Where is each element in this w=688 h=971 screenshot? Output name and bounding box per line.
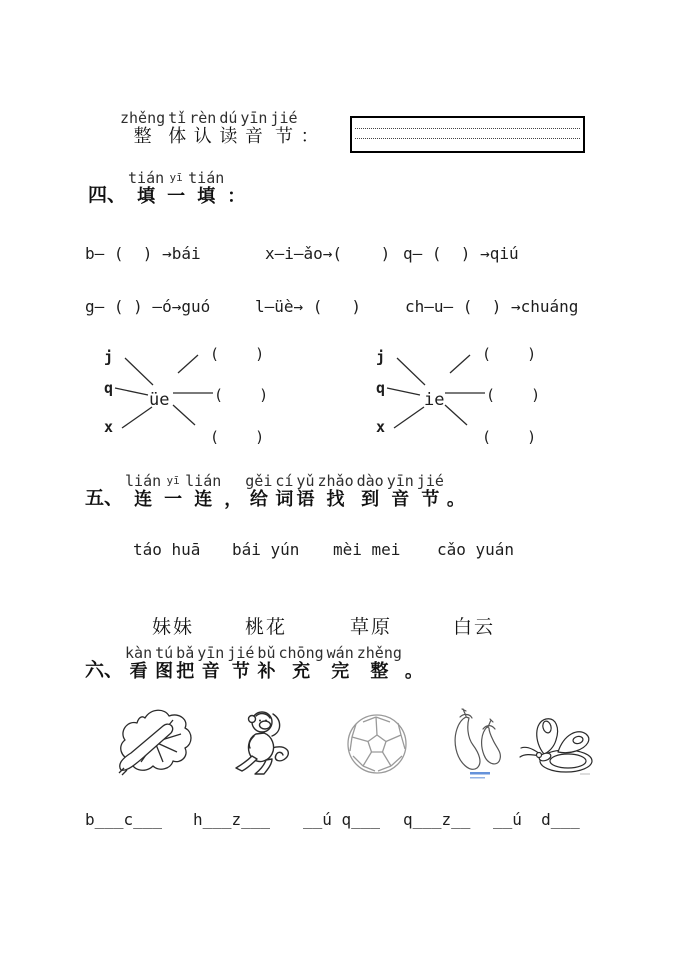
ruby-hanzi: 整 — [370, 661, 389, 681]
ruby-hanzi: 读 — [219, 126, 238, 146]
ruby-hanzi: 节 — [421, 489, 440, 509]
answer-parens: ( ) — [482, 428, 537, 446]
ruby-pinyin: yǔ — [296, 472, 315, 490]
fill-item: l—üè→ ( ) — [255, 297, 361, 316]
diagram-center-final: üe — [149, 390, 170, 410]
syllable-blank: q___z__ — [403, 810, 471, 829]
ruby-pair — [197, 645, 224, 682]
ruby-pinyin: chōng — [278, 644, 324, 662]
ruby-hanzi: 认 — [193, 126, 212, 146]
pinyin-word: mèi mei — [333, 540, 401, 559]
answer-parens: ( ) — [210, 428, 265, 446]
ruby-pair — [219, 110, 237, 147]
ruby-hanzi: ， — [224, 489, 243, 509]
ruby-pair — [125, 473, 161, 510]
monkey-picture — [226, 708, 298, 780]
diagram-letter: j — [104, 348, 114, 366]
hanzi-word: 桃花 — [245, 617, 288, 638]
section5-number: 五、 — [85, 488, 124, 509]
ruby-pinyin: zhěng — [356, 644, 402, 662]
ruby-pinyin: dào — [356, 472, 384, 490]
ruby-hanzi: 补 — [257, 661, 276, 681]
answer-parens: ( ) — [486, 386, 541, 404]
ruby-hanzi: 填 — [197, 186, 216, 206]
ruby-pinyin: jié — [227, 644, 255, 662]
pinyin-word: táo huā — [133, 540, 201, 559]
ruby-pinyin: gěi — [245, 472, 273, 490]
ruby-hanzi: 一 — [167, 186, 186, 206]
fill-item: b— ( ) →bái — [85, 244, 201, 263]
ruby-pair — [167, 170, 185, 207]
ruby-hanzi: 节 — [275, 126, 294, 146]
ruby-pair — [188, 170, 224, 207]
whole-syllable-heading — [120, 110, 319, 147]
hanzi-words-row — [152, 617, 632, 641]
ruby-hanzi: 填 — [137, 186, 156, 206]
writing-dotted-line — [355, 138, 580, 139]
ruby-hanzi: 连 — [134, 489, 153, 509]
fill-row-2 — [85, 297, 645, 319]
answer-parens: ( ) — [482, 345, 537, 363]
ruby-pinyin: lián — [185, 472, 222, 490]
ruby-pinyin: yī — [169, 171, 183, 184]
ruby-pair — [227, 645, 254, 682]
pinyin-word: bái yún — [232, 540, 300, 559]
ruby-pair — [176, 645, 194, 682]
ruby-hanzi: 音 — [391, 489, 410, 509]
ruby-pinyin: bǎ — [176, 644, 195, 662]
hanzi-word: 白云 — [453, 617, 496, 638]
writing-dotted-line — [355, 128, 580, 129]
section4-heading — [88, 170, 245, 207]
watermark — [470, 772, 490, 775]
ruby-pair — [275, 473, 293, 510]
ruby-pair — [224, 473, 242, 510]
fill-item: ch—u— ( ) →chuáng — [405, 297, 579, 316]
ruby-pair — [357, 645, 402, 682]
ruby-pair — [164, 473, 182, 510]
syllable-blank: __ú d___ — [493, 810, 580, 829]
ruby-pair — [227, 170, 245, 207]
ruby-pair — [317, 473, 353, 510]
ruby-pinyin: kàn — [125, 644, 153, 662]
ruby-hanzi: 体 — [168, 126, 187, 146]
whole-syllable-ruby — [120, 110, 319, 147]
diagram-letter: q — [376, 379, 386, 397]
connect-diagram-ue — [98, 338, 273, 456]
ruby-pair — [417, 473, 444, 510]
ruby-pair — [245, 473, 272, 510]
fill-item: x—i—ǎo→( ) — [265, 244, 391, 263]
ruby-hanzi: 音 — [201, 661, 220, 681]
pinyin-word: cǎo yuán — [437, 540, 515, 559]
fill-item: q— ( ) →qiú — [403, 244, 519, 263]
butterfly-picture — [518, 714, 596, 778]
ruby-pinyin: cí — [275, 472, 294, 490]
ruby-pinyin: bǔ — [257, 644, 276, 662]
ruby-pair — [278, 645, 323, 682]
section6-heading — [85, 645, 423, 682]
ruby-pair — [270, 110, 297, 147]
ruby-pinyin: rèn — [189, 109, 217, 127]
syllable-blank: b___c___ — [85, 810, 163, 829]
section4-title-ruby — [128, 170, 245, 207]
ruby-pair — [301, 110, 319, 147]
ruby-hanzi: 音 — [244, 126, 263, 146]
ruby-pair — [327, 645, 354, 682]
writing-lines-box — [350, 116, 585, 153]
ruby-pinyin: jié — [270, 109, 298, 127]
section6-number: 六、 — [85, 660, 124, 681]
ruby-pinyin: jié — [416, 472, 444, 490]
ruby-hanzi: 找 — [326, 489, 345, 509]
ruby-hanzi: 。 — [446, 489, 465, 509]
ruby-pinyin: tú — [155, 644, 174, 662]
diagram-letter: j — [376, 348, 386, 366]
ruby-pinyin: wán — [326, 644, 354, 662]
ruby-hanzi: 看 — [129, 661, 148, 681]
ruby-hanzi: 把 — [176, 661, 195, 681]
ruby-hanzi: 词 — [275, 489, 294, 509]
ruby-pair — [257, 645, 275, 682]
ruby-pinyin: tián — [188, 169, 225, 187]
ruby-pair — [357, 473, 384, 510]
soccer-ball-picture — [345, 712, 409, 776]
ruby-hanzi: 整 — [133, 126, 152, 146]
ruby-pair — [168, 110, 186, 147]
diagram-letter: x — [376, 418, 386, 436]
ruby-hanzi: 图 — [155, 661, 174, 681]
ruby-pair — [240, 110, 267, 147]
ruby-pair — [447, 473, 465, 510]
answer-parens: ( ) — [214, 386, 269, 404]
ruby-hanzi: 语 — [296, 489, 315, 509]
ruby-hanzi: 充 — [292, 661, 311, 681]
answer-parens: ( ) — [210, 345, 265, 363]
ruby-pair — [185, 473, 221, 510]
ruby-pair — [387, 473, 414, 510]
watermark — [470, 777, 485, 779]
ruby-hanzi: 到 — [361, 489, 380, 509]
ruby-pinyin: tián — [128, 169, 165, 187]
ruby-pair — [155, 645, 173, 682]
section4-number: 四、 — [88, 185, 127, 206]
section6-title-ruby — [125, 645, 423, 682]
ruby-pinyin: tǐ — [168, 109, 187, 127]
ruby-hanzi: ： — [300, 126, 319, 146]
ruby-hanzi: 完 — [331, 661, 350, 681]
section5-heading — [85, 473, 465, 510]
ruby-pinyin: zhěng — [120, 109, 166, 127]
connect-diagram-ie — [370, 338, 545, 456]
diagram-letter: x — [104, 418, 114, 436]
ruby-hanzi: 给 — [249, 489, 268, 509]
ruby-pinyin: yīn — [240, 109, 268, 127]
bok-choy-picture — [115, 706, 195, 784]
section5-title-ruby — [125, 473, 465, 510]
diagram-center-final: ie — [424, 390, 445, 410]
ruby-pinyin: yī — [166, 474, 180, 487]
ruby-pinyin: lián — [125, 472, 162, 490]
ruby-pinyin: yīn — [197, 644, 225, 662]
syllable-blank: h___z___ — [193, 810, 271, 829]
ruby-pair — [128, 170, 164, 207]
ruby-hanzi: 节 — [231, 661, 250, 681]
ruby-pair — [189, 110, 216, 147]
fill-row-1 — [85, 244, 645, 266]
ruby-hanzi: ： — [227, 186, 246, 206]
syllable-blank: __ú q___ — [303, 810, 381, 829]
ruby-pair — [120, 110, 165, 147]
ruby-pair — [296, 473, 314, 510]
eggplants-picture — [446, 705, 504, 783]
ruby-pair — [405, 645, 423, 682]
fill-item: g— ( ) —ó→guó — [85, 297, 211, 316]
ruby-pair — [125, 645, 152, 682]
ruby-hanzi: 一 — [164, 489, 183, 509]
ruby-pinyin: yīn — [386, 472, 414, 490]
hanzi-word: 妹妹 — [152, 617, 195, 638]
pinyin-words-row — [133, 540, 613, 562]
syllable-blanks-row — [85, 810, 645, 832]
diagram-letter: q — [104, 379, 114, 397]
ruby-pinyin: dú — [219, 109, 238, 127]
ruby-pinyin: zhǎo — [317, 472, 354, 490]
hanzi-word: 草原 — [350, 617, 393, 638]
ruby-hanzi: 连 — [194, 489, 213, 509]
ruby-hanzi: 。 — [404, 661, 423, 681]
